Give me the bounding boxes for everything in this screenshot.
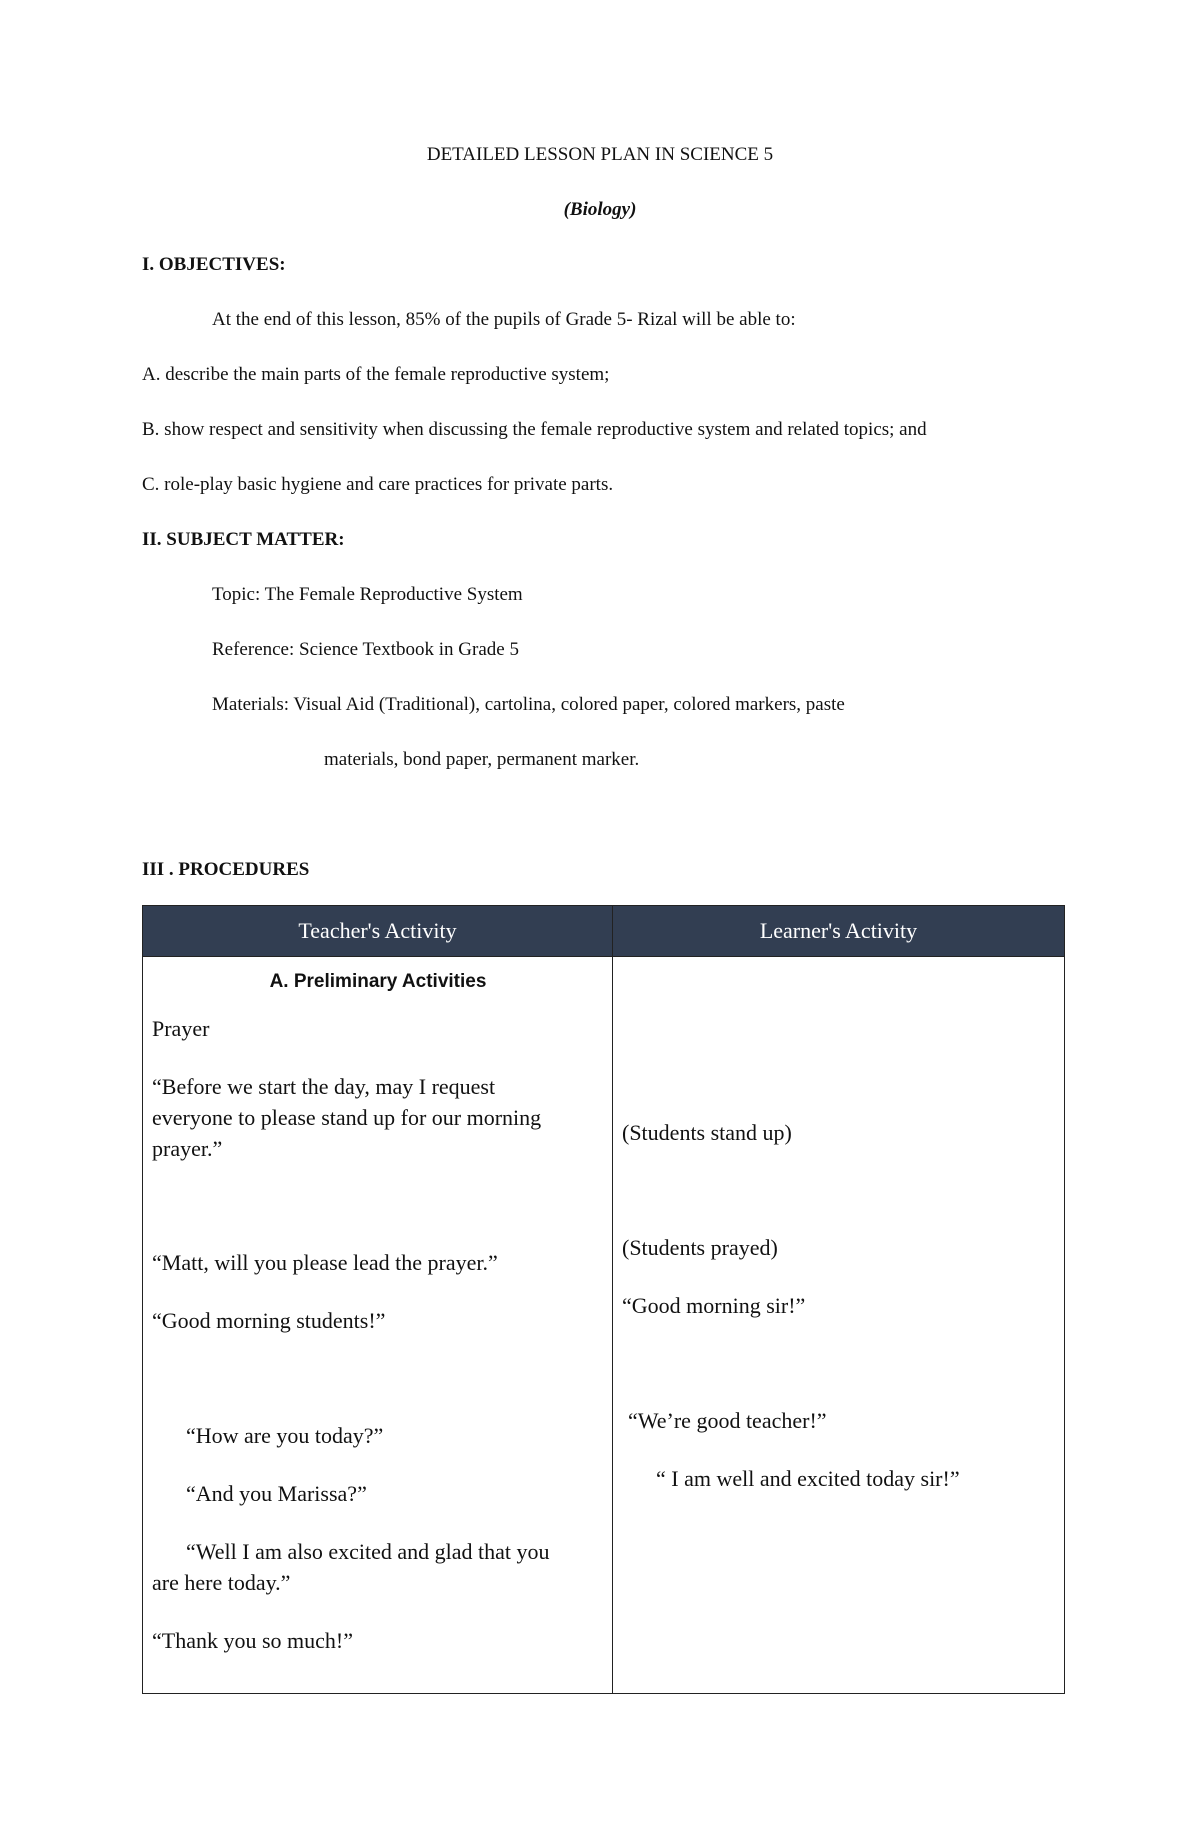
teacher-glad-line: are here today.” — [152, 1570, 291, 1595]
document-title: DETAILED LESSON PLAN IN SCIENCE 5 — [426, 144, 774, 165]
teacher-lead-prayer: “Matt, will you please lead the prayer.” — [152, 1250, 498, 1275]
subject-topic: Topic: The Female Reproductive System — [212, 584, 523, 605]
learner-stand-up: (Students stand up) — [622, 1120, 792, 1145]
learner-good-reply: “We’re good teacher!” — [628, 1408, 827, 1433]
document-subtitle: (Biology) — [563, 199, 637, 220]
objective-item: B. show respect and sensitivity when discussing the female reproductive system and related topics; and — [142, 419, 927, 440]
learner-prayed: (Students prayed) — [622, 1235, 778, 1260]
teacher-request-line: prayer.” — [152, 1136, 223, 1161]
subject-materials-continued: materials, bond paper, permanent marker. — [324, 749, 640, 770]
objective-item: A. describe the main parts of the female reproductive system; — [142, 364, 610, 385]
learner-activity-cell — [613, 957, 1065, 1694]
objectives-intro: At the end of this lesson, 85% of the pupils of Grade 5- Rizal will be able to: — [212, 309, 796, 330]
teacher-greeting: “Good morning students!” — [152, 1308, 386, 1333]
teacher-request-line: “Before we start the day, may I request — [152, 1074, 496, 1099]
objectives-heading: I. OBJECTIVES: — [142, 254, 286, 275]
teacher-how-are-you: “How are you today?” — [186, 1423, 384, 1448]
teacher-thanks: “Thank you so much!” — [152, 1628, 353, 1653]
objective-item: C. role-play basic hygiene and care practices for private parts. — [142, 474, 614, 495]
teacher-activity-header: Teacher's Activity — [143, 906, 613, 957]
subject-matter-heading: II. SUBJECT MATTER: — [142, 529, 345, 550]
teacher-prayer-label: Prayer — [152, 1016, 210, 1041]
learner-excited-reply: “ I am well and excited today sir!” — [656, 1466, 960, 1491]
teacher-activity-cell — [143, 957, 613, 1694]
teacher-and-you-marissa: “And you Marissa?” — [186, 1481, 367, 1506]
procedures-table — [142, 905, 1065, 1694]
subject-reference: Reference: Science Textbook in Grade 5 — [212, 639, 519, 660]
teacher-request-line: everyone to please stand up for our morning — [152, 1105, 542, 1130]
subject-materials: Materials: Visual Aid (Traditional), cartolina, colored paper, colored markers, paste — [212, 694, 845, 715]
learner-activity-header: Learner's Activity — [613, 906, 1065, 957]
teacher-glad-line: “Well I am also excited and glad that you — [186, 1539, 550, 1564]
preliminary-activities-heading: A. Preliminary Activities — [269, 971, 487, 992]
procedures-heading: III . PROCEDURES — [142, 859, 310, 880]
learner-greeting: “Good morning sir!” — [622, 1293, 806, 1318]
